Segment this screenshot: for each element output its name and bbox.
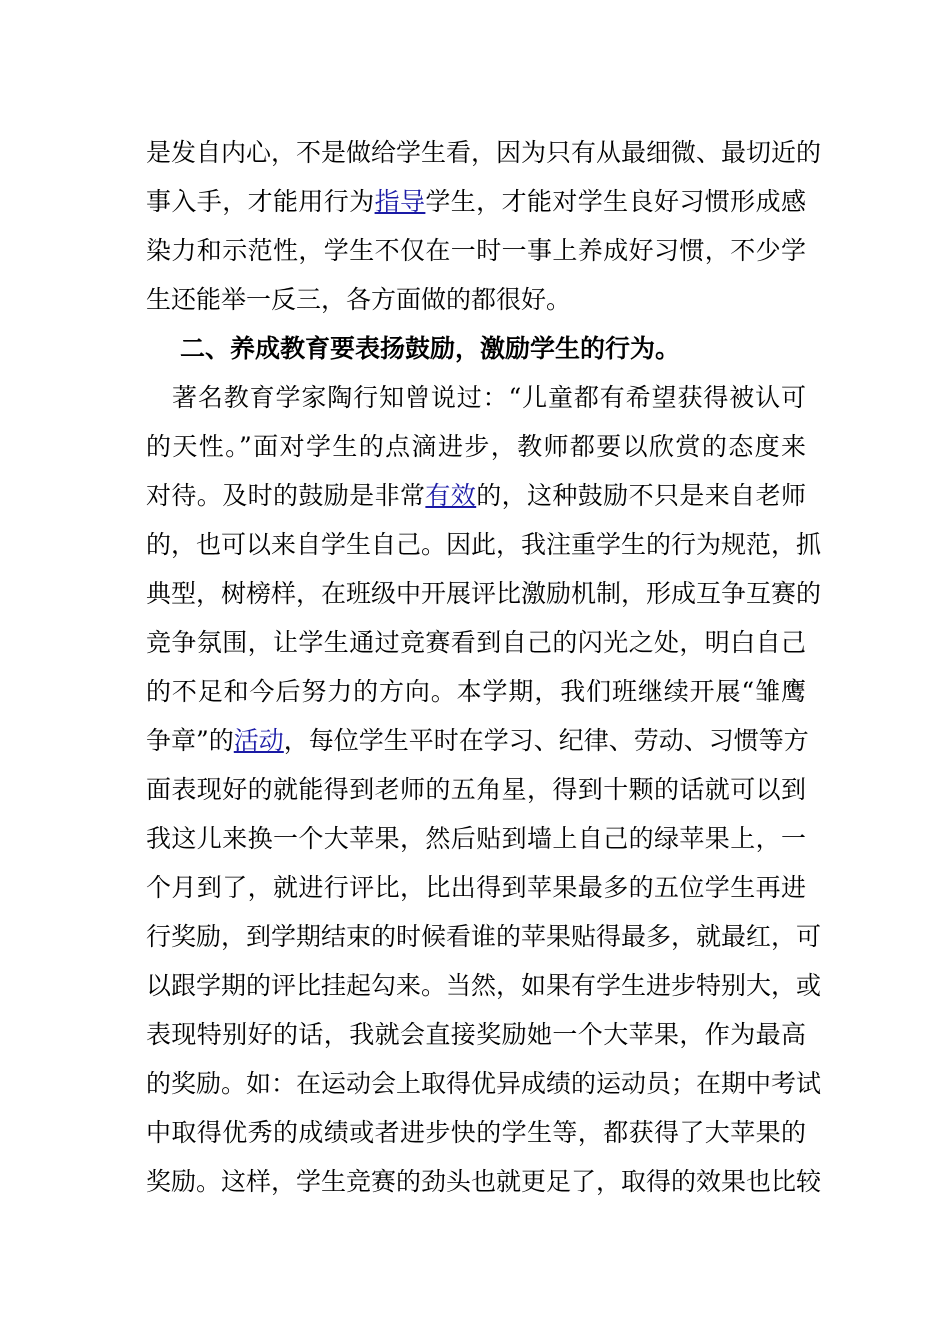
text-span: 学生，才能对学生良好习惯形成感 [425,187,806,216]
link-zhidao[interactable]: 指导 [374,187,426,216]
paragraph-line: 的奖励。如：在运动会上取得优异成绩的运动员；在期中考试 [146,1069,822,1098]
paragraph-line: 著名教育学家陶行知曾说过：“儿童都有希望获得被认可 [172,383,806,412]
paragraph-line: 表现特别好的话，我就会直接奖励她一个大苹果，作为最高 [146,1020,806,1049]
link-huodong[interactable]: 活动 [233,726,284,755]
paragraph-line: 竞争氛围，让学生通过竞赛看到自己的闪光之处，明白自己 [146,628,806,657]
text-span: 事入手，才能用行为 [146,187,375,216]
paragraph-line: 染力和示范性，学生不仅在一时一事上养成好习惯，不少学 [146,236,806,265]
paragraph-line: 的，也可以来自学生自己。因此，我注重学生的行为规范，抓 [146,530,822,559]
paragraph-line: 奖励。这样，学生竞赛的劲头也就更足了，取得的效果也比较 [146,1167,822,1196]
paragraph-line: 典型，树榜样，在班级中开展评比激励机制，形成互争互赛的 [146,579,822,608]
text-span: 争章”的 [146,726,234,755]
paragraph-line: 个月到了，就进行评比，比出得到苹果最多的五位学生再进 [146,873,806,902]
paragraph-line: 我这儿来换一个大苹果，然后贴到墙上自己的绿苹果上，一 [146,824,806,853]
text-span: 对待。及时的鼓励是非常 [146,481,426,510]
paragraph-line: 的不足和今后努力的方向。本学期，我们班继续开展“雏鹰 [146,677,806,706]
text-span: ，每位学生平时在学习、纪律、劳动、习惯等方 [283,726,809,755]
link-youxiao[interactable]: 有效 [425,481,477,510]
paragraph-line [146,716,809,765]
paragraph-line: 行奖励，到学期结束的时候看谁的苹果贴得最多，就最红，可 [146,922,822,951]
paragraph-line [146,471,806,520]
text-span: 的，这种鼓励不只是来自老师 [476,481,806,510]
paragraph-line [146,177,806,226]
paragraph-line: 中取得优秀的成绩或者进步快的学生等，都获得了大苹果的 [146,1118,806,1147]
paragraph-line: 以跟学期的评比挂起勾来。当然，如果有学生进步特别大，或 [146,971,822,1000]
paragraph-line: 生还能举一反三，各方面做的都很好。 [146,285,572,314]
paragraph-line: 面表现好的就能得到老师的五角星，得到十颗的话就可以到 [146,775,806,804]
paragraph-line: 是发自内心，不是做给学生看，因为只有从最细微、最切近的 [146,138,822,167]
paragraph-line: 的天性。”面对学生的点滴进步，教师都要以欣赏的态度来 [146,432,806,461]
section-heading: 二、养成教育要表扬鼓励，激励学生的行为。 [180,334,681,363]
